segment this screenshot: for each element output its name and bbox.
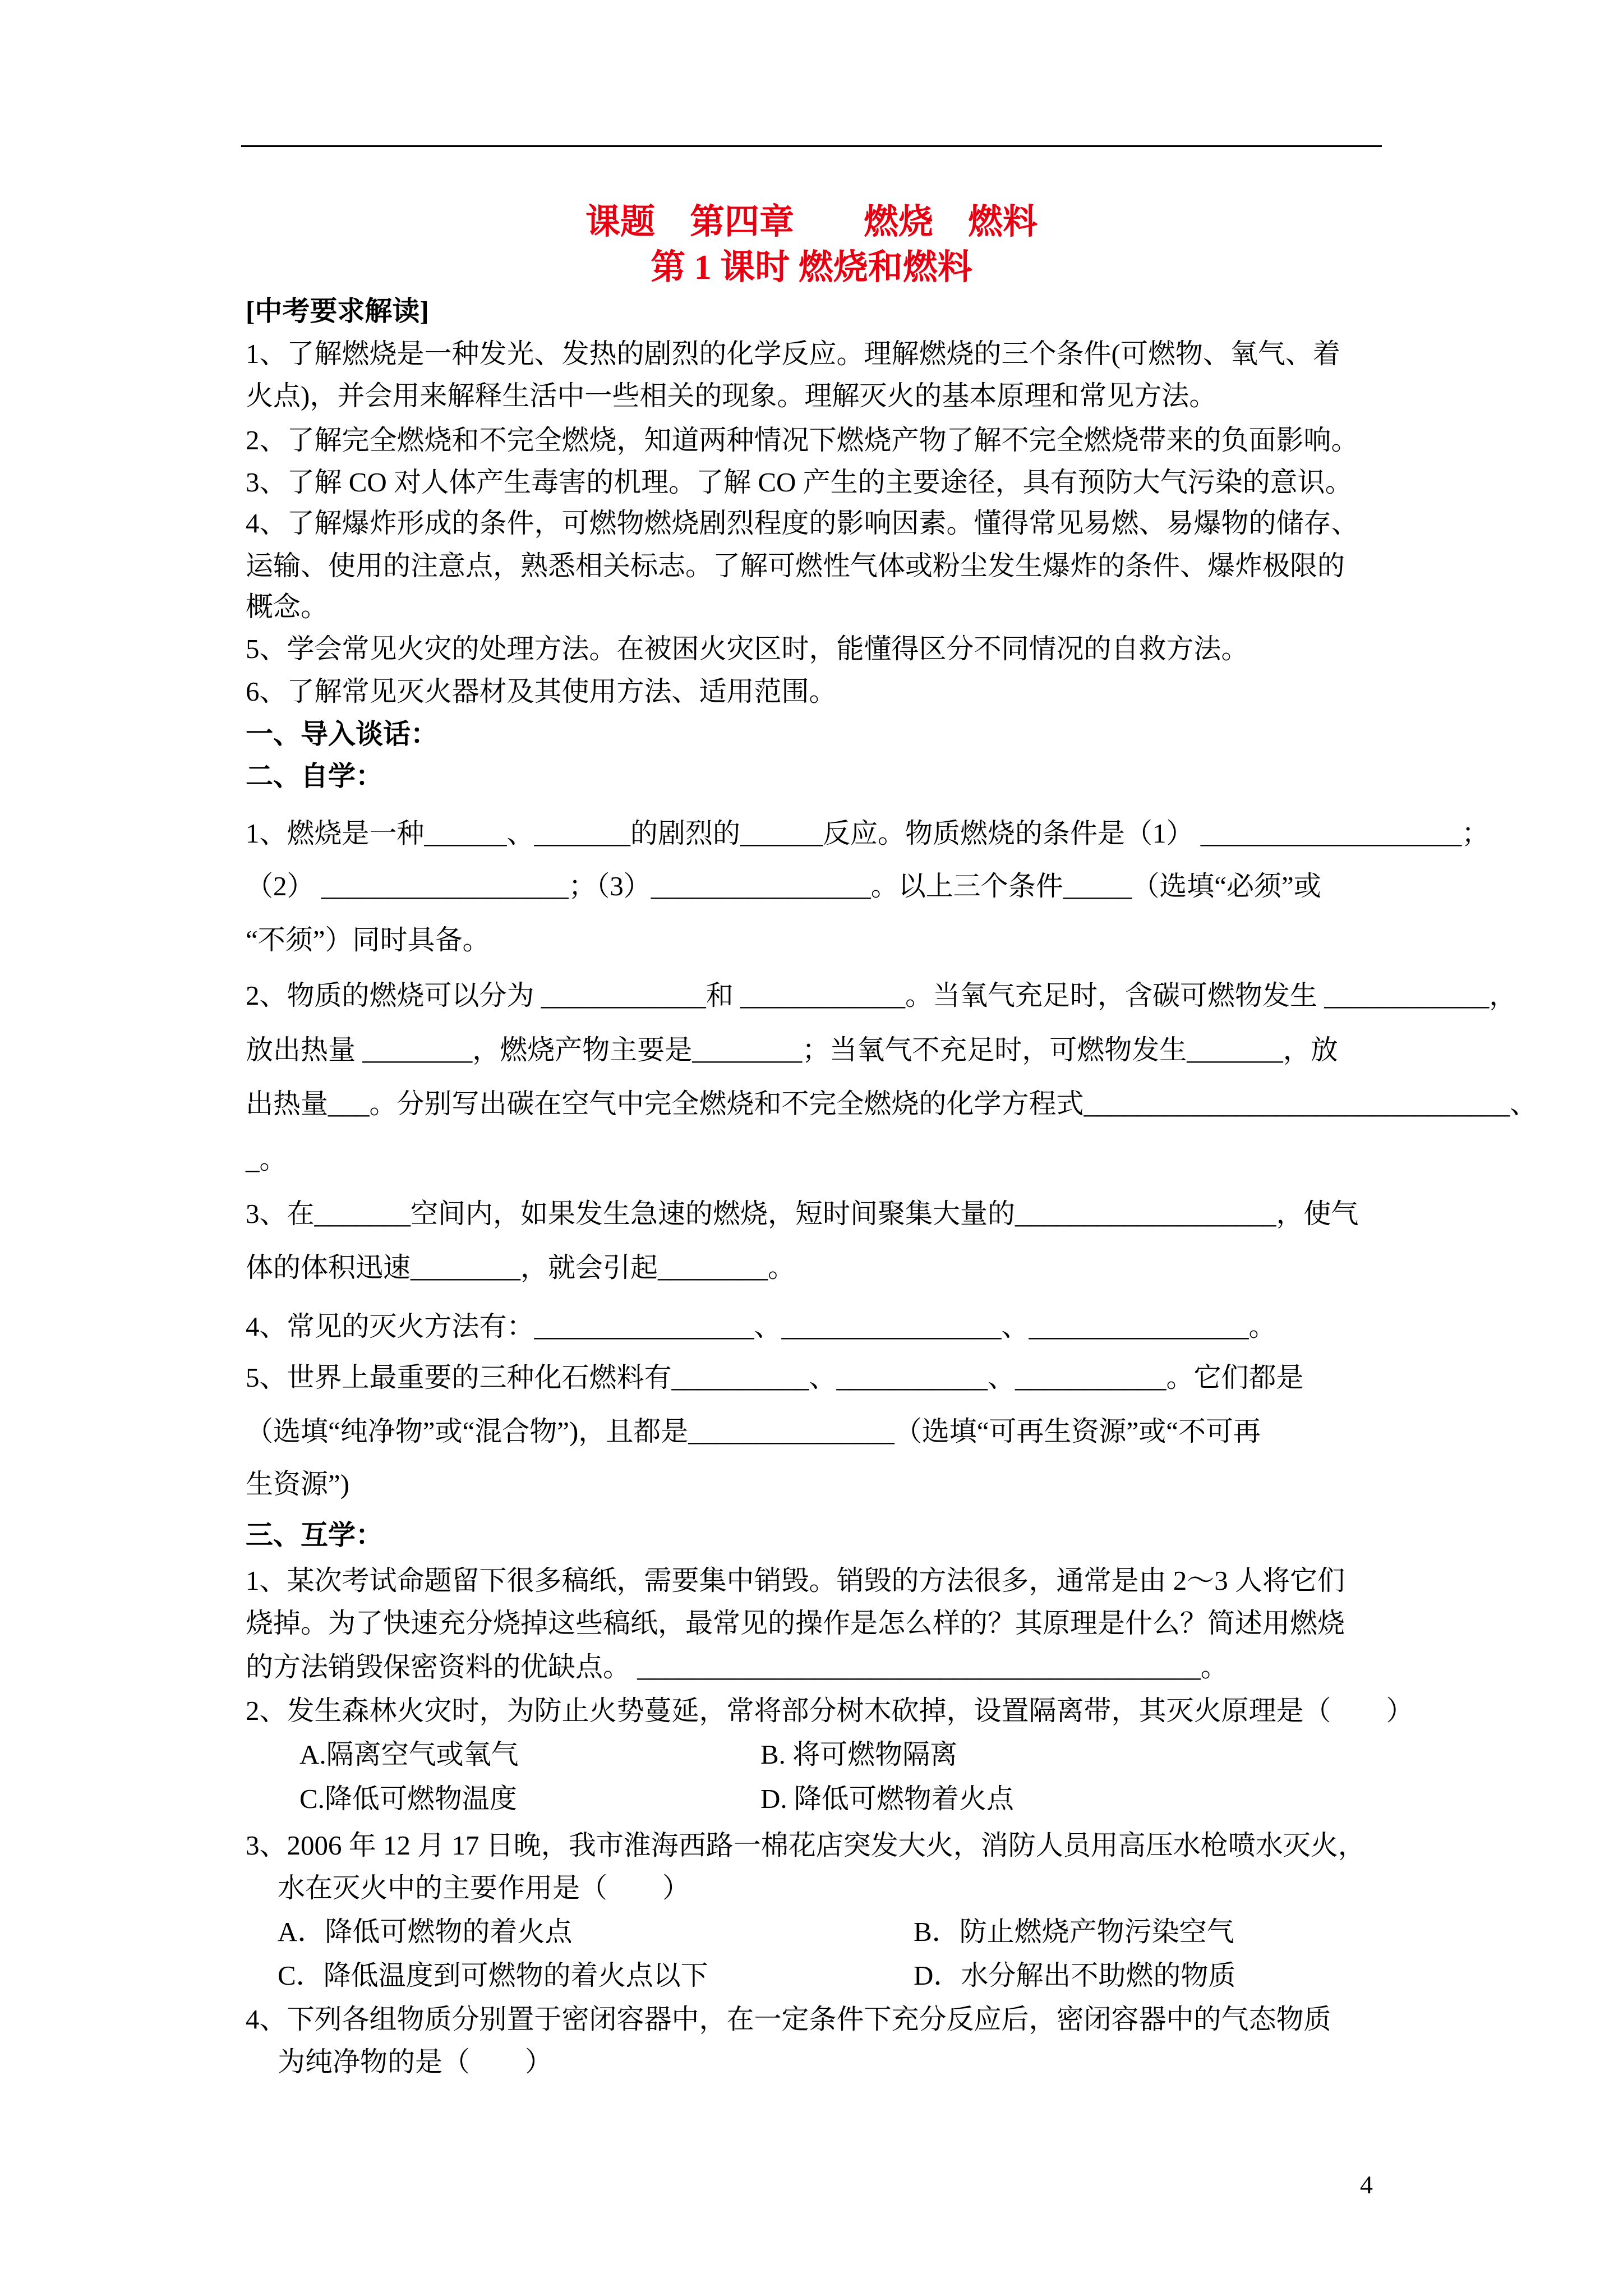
self-study-line: 1、燃烧是一种______、_______的剧烈的______反应。物质燃烧的条件是（1） ___________________； xyxy=(246,818,1490,849)
question-2-option-c: C.降低可燃物温度 xyxy=(299,1783,517,1814)
section-heading-peer-study: 三、互学： xyxy=(246,1520,384,1550)
question-1-line: 1、某次考试命题留下很多稿纸，需要集中销毁。销毁的方法很多，通常是由 2～3 人将它们 xyxy=(246,1565,1345,1596)
self-study-line: 生资源”) xyxy=(246,1469,350,1499)
page-number: 4 xyxy=(1360,2170,1373,2199)
question-3-option-a: A．降低可燃物的着火点 xyxy=(278,1916,573,1947)
self-study-line: 出热量___。分别写出碳在空气中完全燃烧和不完全燃烧的化学方程式_______________________________、 xyxy=(246,1088,1538,1119)
header-rule xyxy=(241,145,1382,147)
question-2-option-b: B. 将可燃物隔离 xyxy=(760,1739,958,1770)
requirement-line: 4、了解爆炸形成的条件，可燃物燃烧剧烈程度的影响因素。懂得常见易燃、易爆物的储存、 xyxy=(246,508,1359,539)
self-study-line: 体的体积迅速________，就会引起________。 xyxy=(246,1252,796,1283)
self-study-line: （选填“纯净物”或“混合物”)，且都是_______________（选填“可再生资源”或“不可再 xyxy=(246,1416,1261,1447)
requirement-line: 6、了解常见灭火器材及其使用方法、适用范围。 xyxy=(246,676,837,707)
question-4-stem: 为纯净物的是（ ） xyxy=(278,2046,553,2077)
question-1-line: 烧掉。为了快速充分烧掉这些稿纸，最常见的操作是怎么样的？其原理是什么？简述用燃烧 xyxy=(246,1608,1345,1639)
self-study-line: “不须”）同时具备。 xyxy=(246,924,490,955)
question-3-stem: 3、2006 年 12 月 17 日晚，我市淮海西路一棉花店突发大火，消防人员用高压水枪喷水灭火， xyxy=(246,1830,1366,1861)
question-2-option-d: D. 降低可燃物着火点 xyxy=(760,1783,1014,1814)
self-study-line: 3、在_______空间内，如果发生急速的燃烧，短时间聚集大量的___________________，使气 xyxy=(246,1198,1359,1229)
requirement-line: 运输、使用的注意点，熟悉相关标志。了解可燃性气体或粉尘发生爆炸的条件、爆炸极限的 xyxy=(246,550,1345,581)
requirement-line: 1、了解燃烧是一种发光、发热的剧烈的化学反应。理解燃烧的三个条件(可燃物、氧气、着 xyxy=(246,338,1340,369)
requirement-line: 火点)，并会用来解释生活中一些相关的现象。理解灭火的基本原理和常见方法。 xyxy=(246,380,1217,411)
lesson-title: 第 1 课时 燃烧和燃料 xyxy=(651,249,972,287)
section-heading-self-study: 二、自学： xyxy=(246,761,384,792)
question-2-option-a: A.隔离空气或氧气 xyxy=(299,1739,519,1770)
section-heading-intro: 一、导入谈话： xyxy=(246,719,439,749)
requirement-line: 5、学会常见火灾的处理方法。在被困火灾区时，能懂得区分不同情况的自救方法。 xyxy=(246,633,1249,664)
self-study-line: _。 xyxy=(246,1144,287,1175)
self-study-line: 4、常见的灭火方法有：________________、________________、________________。 xyxy=(246,1311,1276,1342)
question-2-stem: 2、发生森林火灾时，为防止火势蔓延，常将部分树木砍掉，设置隔离带，其灭火原理是（ ） xyxy=(246,1695,1414,1726)
self-study-line: 放出热量 ________，燃烧产物主要是________；当氧气不充足时，可燃物发生_______，放 xyxy=(246,1034,1338,1065)
question-3-option-d: D．水分解出不助燃的物质 xyxy=(914,1960,1236,1991)
self-study-line: 5、世界上最重要的三种化石燃料有__________、___________、___________。它们都是 xyxy=(246,1362,1304,1393)
question-4-stem: 4、下列各组物质分别置于密闭容器中，在一定条件下充分反应后，密闭容器中的气态物质 xyxy=(246,2004,1331,2035)
requirement-line: 2、了解完全燃烧和不完全燃烧，知道两种情况下燃烧产物了解不完全燃烧带来的负面影响。 xyxy=(246,425,1359,455)
question-3-option-c: C．降低温度到可燃物的着火点以下 xyxy=(278,1960,708,1991)
requirement-line: 概念。 xyxy=(246,591,329,622)
requirement-line: 3、了解 CO 对人体产生毒害的机理。了解 CO 产生的主要途径，具有预防大气污染的意识。 xyxy=(246,467,1353,498)
self-study-line: （2） __________________；（3）________________。以上三个条件_____（选填“必须”或 xyxy=(246,871,1321,901)
requirements-heading: [中考要求解读] xyxy=(246,296,429,326)
chapter-title: 课题 第四章 燃烧 燃料 xyxy=(585,203,1038,241)
self-study-line: 2、物质的燃烧可以分为 ____________和 ____________。当氧气充足时，含碳可燃物发生 ____________， xyxy=(246,980,1517,1011)
question-3-option-b: B．防止燃烧产物污染空气 xyxy=(914,1916,1234,1947)
question-3-stem: 水在灭火中的主要作用是（ ） xyxy=(278,1872,690,1903)
question-1-line: 的方法销毁保密资料的优缺点。 _________________________________________。 xyxy=(246,1651,1228,1682)
